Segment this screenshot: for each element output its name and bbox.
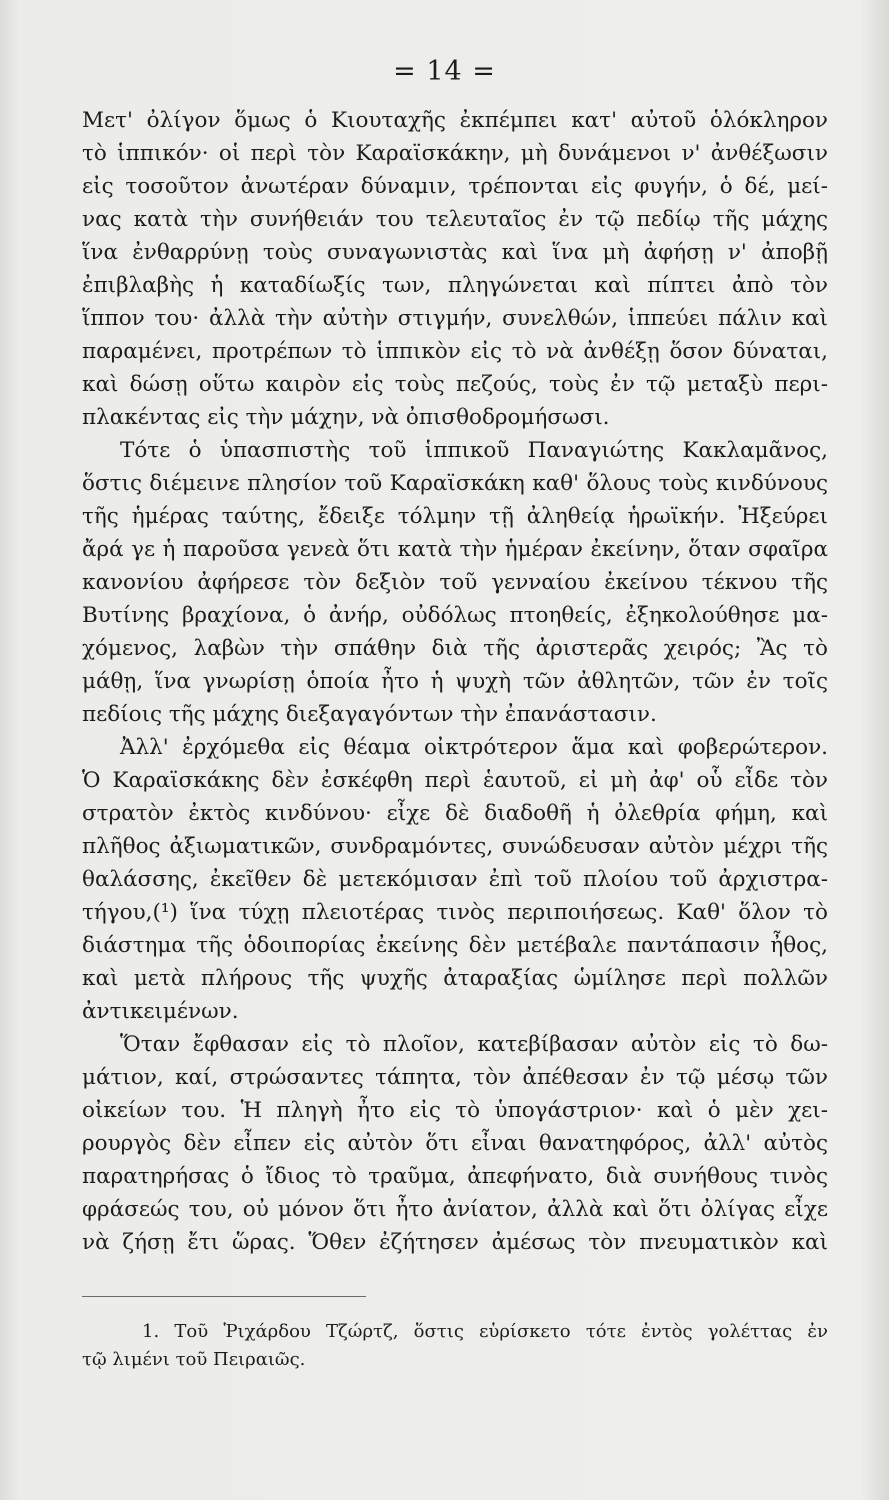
text-line: μάθῃ, ἵνα γνωρίσῃ ὁποία ἦτο ἡ ψυχὴ τῶν ἀθλητῶν, τῶν ἐν τοῖς <box>82 669 828 694</box>
text-line: Ὅταν ἔφθασαν εἰς τὸ πλοῖον, κατεβίβασαν αὐτὸν εἰς τὸ δω- <box>120 1032 828 1057</box>
text-line: Ὁ Καραϊσκάκης δὲν ἐσκέφθη περὶ ἑαυτοῦ, εἰ μὴ ἀφ' οὗ εἶδε τὸν <box>82 768 828 793</box>
text-line: νας κατὰ τὴν συνήθειάν του τελευταῖος ἐν τῷ πεδίῳ τῆς μάχης <box>82 207 828 232</box>
text-line: ὅστις διέμεινε πλησίον τοῦ Καραϊσκάκη καθ' ὅλους τοὺς κινδύνους <box>82 471 828 496</box>
text-line: πεδίοις τῆς μάχης διεξαγαγόντων τὴν ἐπανάστασιν. <box>82 702 657 727</box>
text-line: ἵνα ἐνθαρρύνῃ τοὺς συναγωνιστὰς καὶ ἵνα μὴ ἀφήσῃ ν' ἀποβῇ <box>82 240 828 265</box>
text-line: χόμενος, λαβὼν τὴν σπάθην διὰ τῆς ἀριστερᾶς χειρός; Ἂς τὸ <box>82 636 828 661</box>
text-line: μάτιον, καί, στρώσαντες τάπητα, τὸν ἀπέθεσαν ἐν τῷ μέσῳ τῶν <box>82 1065 828 1090</box>
text-line: φράσεώς του, οὐ μόνον ὅτι ἦτο ἀνίατον, ἀλλὰ καὶ ὅτι ὀλίγας εἶχε <box>82 1197 828 1222</box>
footnote-line: 1. Τοῦ Ῥιχάρδου Τζώρτζ, ὅστις εὑρίσκετο τότε ἐντὸς γολέττας ἐν <box>142 1321 828 1342</box>
text-line: τὸ ἱππικόν· οἱ περὶ τὸν Καραϊσκάκην, μὴ δυνάμενοι ν' ἀνθέξωσιν <box>82 141 828 166</box>
footnote-line: τῷ λιμένι τοῦ Πειραιῶς. <box>82 1349 306 1370</box>
text-line: Βυτίνης βραχίονα, ὁ ἀνήρ, οὐδόλως πτοηθείς, ἐξηκολούθησε μα- <box>82 603 828 628</box>
text-line: πλακέντας εἰς τὴν μάχην, νὰ ὀπισθοδρομήσωσι. <box>82 405 610 430</box>
text-line: πλῆθος ἀξιωματικῶν, συνδραμόντες, συνώδευσαν αὐτὸν μέχρι τῆς <box>82 834 828 859</box>
text-line: καὶ δώσῃ οὕτω καιρὸν εἰς τοὺς πεζούς, τοὺς ἐν τῷ μεταξὺ περι- <box>82 372 828 397</box>
text-line: ρουργὸς δὲν εἶπεν εἰς αὐτὸν ὅτι εἶναι θανατηφόρος, ἀλλ' αὐτὸς <box>82 1131 828 1156</box>
footnote-rule <box>82 1296 366 1297</box>
text-line: οἰκείων του. Ἡ πληγὴ ἦτο εἰς τὸ ὑπογάστριον· καὶ ὁ μὲν χει- <box>82 1098 828 1123</box>
text-line: θαλάσσης, ἐκεῖθεν δὲ μετεκόμισαν ἐπὶ τοῦ πλοίου τοῦ ἀρχιστρα- <box>82 867 828 892</box>
text-line: ἄρά γε ἡ παροῦσα γενεὰ ὅτι κατὰ τὴν ἡμέραν ἐκείνην, ὅταν σφαῖρα <box>82 537 828 562</box>
text-line: Τότε ὁ ὑπασπιστὴς τοῦ ἱππικοῦ Παναγιώτης Κακλαμᾶνος, <box>120 438 828 463</box>
text-line: ἀντικειμένων. <box>82 999 239 1024</box>
text-line: κανονίου ἀφήρεσε τὸν δεξιὸν τοῦ γενναίου ἐκείνου τέκνου τῆς <box>82 570 828 595</box>
text-line: ἵππον του· ἀλλὰ τὴν αὐτὴν στιγμήν, συνελθών, ἱππεύει πάλιν καὶ <box>82 306 828 331</box>
text-line: ἐπιβλαβὴς ἡ καταδίωξίς των, πληγώνεται καὶ πίπτει ἀπὸ τὸν <box>82 273 828 298</box>
body-text <box>82 104 828 1259</box>
text-line: τήγου,(¹) ἵνα τύχῃ πλειοτέρας τινὸς περιποιήσεως. Καθ' ὅλον τὸ <box>82 900 828 925</box>
text-line: τῆς ἡμέρας ταύτης, ἔδειξε τόλμην τῇ ἀληθείᾳ ἡρωϊκήν. Ἠξεύρει <box>82 504 828 529</box>
page-number: = 14 = <box>393 56 496 87</box>
text-line: στρατὸν ἐκτὸς κινδύνου· εἶχε δὲ διαδοθῆ ἡ ὀλεθρία φήμη, καὶ <box>82 801 828 826</box>
text-line: Ἀλλ' ἐρχόμεθα εἰς θέαμα οἰκτρότερον ἅμα καὶ φοβερώτερον. <box>120 735 828 760</box>
text-line: διάστημα τῆς ὁδοιπορίας ἐκείνης δὲν μετέβαλε παντάπασιν ἦθος, <box>82 933 828 958</box>
text-line: Μετ' ὀλίγον ὅμως ὁ Κιουταχῆς ἐκπέμπει κατ' αὐτοῦ ὁλόκληρον <box>82 108 828 133</box>
text-line: παραμένει, προτρέπων τὸ ἱππικὸν εἰς τὸ νὰ ἀνθέξῃ ὅσον δύναται, <box>82 339 828 364</box>
footnote <box>82 1318 828 1374</box>
text-line: νὰ ζήσῃ ἔτι ὥρας. Ὅθεν ἐζήτησεν ἀμέσως τὸν πνευματικὸν καὶ <box>82 1230 828 1255</box>
text-line: καὶ μετὰ πλήρους τῆς ψυχῆς ἀταραξίας ὡμίλησε περὶ πολλῶν <box>82 966 828 991</box>
text-line: εἰς τοσοῦτον ἀνωτέραν δύναμιν, τρέπονται εἰς φυγήν, ὁ δέ, μεί- <box>82 174 828 199</box>
text-line: παρατηρήσας ὁ ἴδιος τὸ τραῦμα, ἀπεφήνατο, διὰ συνήθους τινὸς <box>82 1164 828 1189</box>
